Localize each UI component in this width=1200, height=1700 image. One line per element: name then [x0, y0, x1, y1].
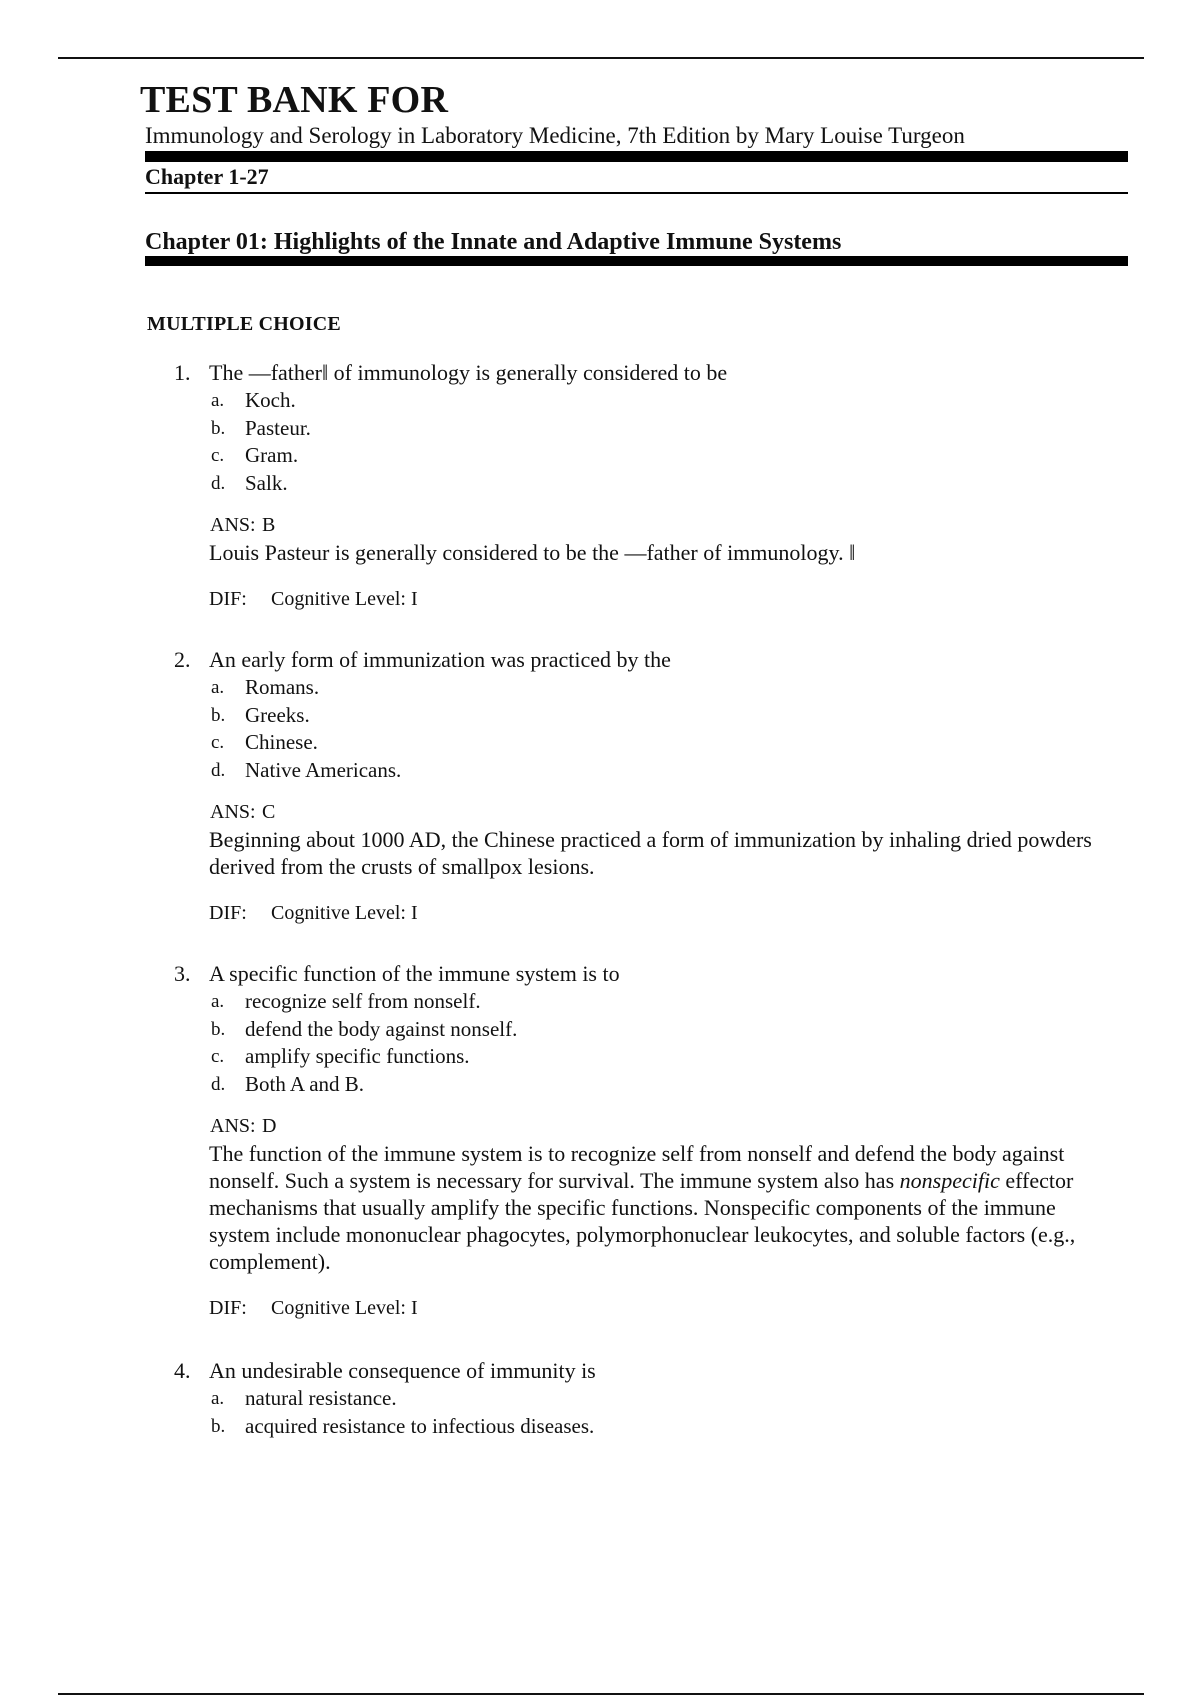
difficulty-line: [0, 586, 1200, 612]
option-a: [0, 674, 1200, 702]
answer-line: [0, 1113, 1200, 1140]
question-text: An undesirable consequence of immunity is: [209, 1358, 596, 1383]
option-b: [0, 1016, 1200, 1044]
difficulty-line: [0, 1295, 1200, 1321]
question-2: [0, 646, 1200, 926]
answer-label: ANS:: [210, 1114, 256, 1137]
option-letter: c.: [211, 1046, 225, 1068]
option-letter: d.: [211, 473, 226, 495]
chapter-title: Chapter 01: Highlights of the Innate and Adaptive Immune Systems: [145, 229, 842, 255]
question-stem: [0, 960, 1200, 988]
question-number: 2.: [174, 647, 191, 672]
section-heading: MULTIPLE CHOICE: [147, 313, 341, 335]
chapter-bar: [145, 256, 1128, 266]
option-b: [0, 702, 1200, 730]
option-letter: b.: [211, 1018, 226, 1040]
option-text: recognize self from nonself.: [245, 989, 481, 1013]
option-letter: b.: [211, 417, 226, 439]
option-letter: b.: [211, 704, 226, 726]
option-a: [0, 988, 1200, 1016]
option-text: Koch.: [245, 388, 296, 412]
option-b: [0, 1413, 1200, 1441]
question-number: 1.: [174, 360, 191, 385]
option-b: [0, 415, 1200, 443]
book-subtitle: Immunology and Serology in Laboratory Medicine, 7th Edition by Mary Louise Turgeon: [145, 123, 965, 148]
difficulty-label: DIF:: [209, 901, 247, 924]
difficulty-label: DIF:: [209, 587, 247, 610]
difficulty-label: DIF:: [209, 1296, 247, 1319]
question-number: 4.: [174, 1358, 191, 1383]
difficulty-line: [0, 900, 1200, 926]
difficulty-value: Cognitive Level: I: [271, 1296, 418, 1319]
option-letter: d.: [211, 1074, 226, 1096]
rationale-text: The function of the immune system is to recognize self from nonself and defend the body against nonself. Such a system is necessary for survival. The immune system also has: [209, 1140, 1065, 1193]
question-stem: [0, 359, 1200, 387]
answer-line: [0, 512, 1200, 539]
heading-bar: [145, 151, 1128, 162]
question-stem: [0, 646, 1200, 674]
option-text: acquired resistance to infectious diseases.: [245, 1413, 595, 1438]
option-text: defend the body against nonself.: [245, 1016, 518, 1041]
question-3: [0, 960, 1200, 1321]
chapter-range: Chapter 1-27: [145, 164, 269, 189]
option-d: [0, 470, 1200, 498]
rationale-emphasis: nonspecific: [899, 1167, 1000, 1193]
option-a: [0, 1385, 1200, 1413]
option-text: Gram.: [245, 443, 299, 468]
option-letter: a.: [211, 1388, 225, 1409]
answer-value: B: [262, 513, 276, 536]
option-letter: d.: [211, 760, 226, 782]
option-text: natural resistance.: [245, 1386, 397, 1410]
option-text: Both A and B.: [245, 1072, 365, 1097]
option-text: Pasteur.: [245, 415, 311, 440]
option-letter: b.: [211, 1415, 226, 1437]
difficulty-value: Cognitive Level: I: [271, 901, 418, 924]
answer-value: D: [262, 1114, 277, 1137]
option-letter: c.: [211, 732, 225, 754]
answer-label: ANS:: [210, 800, 256, 823]
option-c: [0, 729, 1200, 757]
option-letter: a.: [211, 677, 225, 698]
question-text: An early form of immunization was practiced by the: [209, 647, 671, 672]
document-title: TEST BANK FOR: [140, 79, 449, 121]
difficulty-value: Cognitive Level: I: [271, 587, 418, 610]
rationale: Beginning about 1000 AD, the Chinese practiced a form of immunization by inhaling dried powders derived from the crusts of smallpox lesions.: [209, 826, 1092, 879]
answer-line: [0, 799, 1200, 826]
answer-value: C: [262, 800, 276, 823]
top-rule: [58, 57, 1144, 59]
question-1: [0, 359, 1200, 612]
option-letter: a.: [211, 390, 225, 411]
option-text: Salk.: [245, 471, 288, 496]
rationale-text: effector mechanisms that usually amplify the specific functions. Nonspecific components of the immune system include mononuclear phagocytes, polymorphonuclear leukocytes, and soluble factors (e.g., complement).: [209, 1167, 1076, 1274]
rationale: Louis Pasteur is generally considered to be the —father of immunology. ‖: [209, 539, 856, 565]
option-c: [0, 442, 1200, 470]
option-letter: a.: [211, 991, 225, 1012]
option-a: [0, 387, 1200, 415]
question-4: [0, 1357, 1200, 1440]
question-number: 3.: [174, 961, 191, 986]
option-d: [0, 1071, 1200, 1099]
option-text: Chinese.: [245, 730, 318, 755]
option-text: Romans.: [245, 675, 320, 699]
question-text: A specific function of the immune system is to: [209, 961, 620, 986]
heading-rule: [145, 192, 1128, 194]
option-letter: c.: [211, 445, 225, 467]
option-d: [0, 757, 1200, 785]
bottom-rule: [58, 1693, 1144, 1695]
option-text: amplify specific functions.: [245, 1044, 470, 1069]
option-c: [0, 1043, 1200, 1071]
answer-label: ANS:: [210, 513, 256, 536]
question-stem: [0, 1357, 1200, 1385]
question-text: The —father‖ of immunology is generally considered to be: [209, 360, 728, 385]
option-text: Greeks.: [245, 702, 310, 727]
rationale: [209, 1140, 1109, 1275]
option-text: Native Americans.: [245, 758, 402, 783]
